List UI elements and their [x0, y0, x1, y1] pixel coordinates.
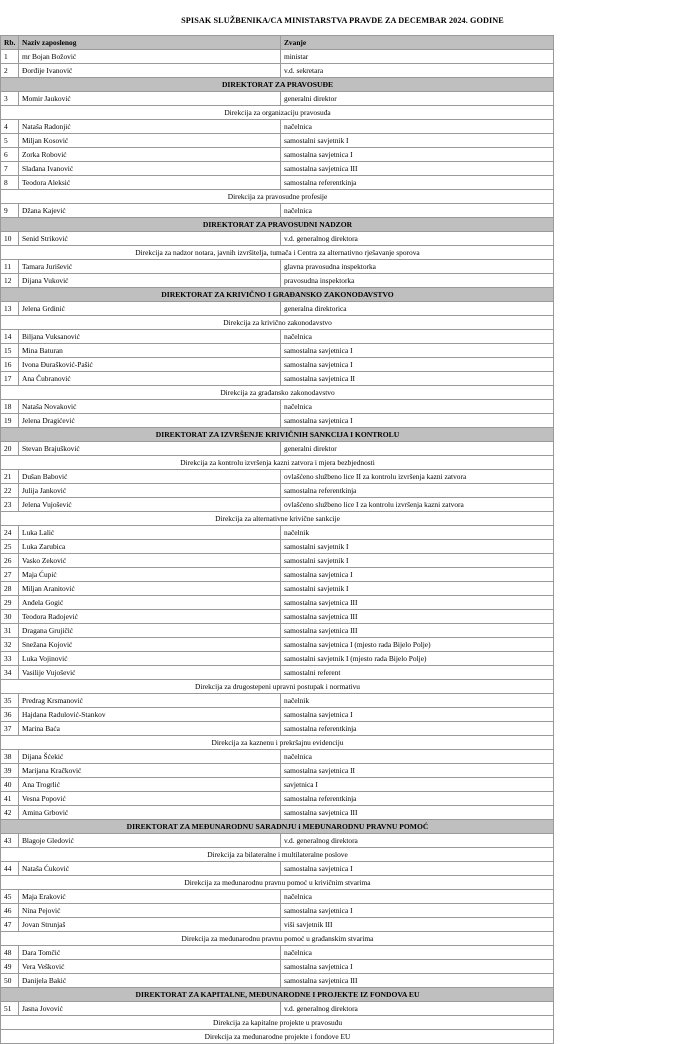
employee-title: samostalna referentkinja	[281, 722, 554, 736]
row-number: 36	[1, 708, 19, 722]
row-number: 25	[1, 540, 19, 554]
section-heading: DIREKTORAT ZA PRAVOSUĐE	[1, 78, 554, 92]
employee-title: samostalna referentkinja	[281, 176, 554, 190]
section-heading: DIREKTORAT ZA MEĐUNARODNU SARADNJU i MEĐUNARODNU PRAVNU POMOĆ	[1, 820, 554, 834]
employee-title: samostalna savjetnica I	[281, 344, 554, 358]
employee-title: samostalna savjetnica I (mjesto rada Bijelo Polje)	[281, 638, 554, 652]
row-number: 35	[1, 694, 19, 708]
employee-title: načelnik	[281, 526, 554, 540]
employee-title: generalna direktorica	[281, 302, 554, 316]
row-number: 18	[1, 400, 19, 414]
employee-name: Ivona Đurašković-Pašić	[19, 358, 281, 372]
table-row	[1, 330, 554, 344]
employee-title: v.d. generalnog direktora	[281, 1002, 554, 1016]
employee-name: Miljan Aranitović	[19, 582, 281, 596]
employee-name: Maja Eraković	[19, 890, 281, 904]
employee-name: Luka Vojinović	[19, 652, 281, 666]
table-row	[1, 596, 554, 610]
section-heading: DIREKTORAT ZA KRIVIČNO I GRAĐANSKO ZAKONODAVSTVO	[1, 288, 554, 302]
row-number: 5	[1, 134, 19, 148]
table-row	[1, 764, 554, 778]
employee-title: samostalna savjetnica II	[281, 372, 554, 386]
employee-title: generalni direktor	[281, 442, 554, 456]
row-number: 41	[1, 792, 19, 806]
subsection-heading: Direkcija za nadzor notara, javnih izvršitelja, tumača i Centra za alternativno rješavanje sporova	[1, 246, 554, 260]
employee-name: Hajdana Radulović-Stankov	[19, 708, 281, 722]
subsection-heading-row	[1, 512, 554, 526]
employee-name: Đorđije Ivanović	[19, 64, 281, 78]
employee-name: Zorka Robović	[19, 148, 281, 162]
subsection-heading: Direkcija za kaznenu i prekršajnu evidenciju	[1, 736, 554, 750]
row-number: 6	[1, 148, 19, 162]
table-row	[1, 582, 554, 596]
subsection-heading-row	[1, 246, 554, 260]
subsection-heading-row	[1, 932, 554, 946]
row-number: 37	[1, 722, 19, 736]
employee-name: Anđela Gogić	[19, 596, 281, 610]
employee-name: Danijela Bakić	[19, 974, 281, 988]
subsection-heading-row	[1, 106, 554, 120]
table-row	[1, 176, 554, 190]
employee-title: samostalna referentkinja	[281, 484, 554, 498]
table-row	[1, 414, 554, 428]
column-header-name: Naziv zaposlenog	[19, 36, 281, 50]
row-number: 31	[1, 624, 19, 638]
table-row	[1, 666, 554, 680]
section-heading: DIREKTORAT ZA PRAVOSUDNI NADZOR	[1, 218, 554, 232]
row-number: 4	[1, 120, 19, 134]
subsection-heading-row	[1, 680, 554, 694]
table-row	[1, 1002, 554, 1016]
employee-title: načelnica	[281, 890, 554, 904]
table-row	[1, 50, 554, 64]
column-header-rb: Rb.	[1, 36, 19, 50]
table-row	[1, 372, 554, 386]
row-number: 17	[1, 372, 19, 386]
employee-name: Nataša Novaković	[19, 400, 281, 414]
table-row	[1, 694, 554, 708]
employee-name: Marijana Kračković	[19, 764, 281, 778]
row-number: 21	[1, 470, 19, 484]
table-row	[1, 344, 554, 358]
subsection-heading-row	[1, 316, 554, 330]
employee-name: Džana Kajević	[19, 204, 281, 218]
row-number: 1	[1, 50, 19, 64]
table-row	[1, 960, 554, 974]
employee-title: samostalni referent	[281, 666, 554, 680]
employee-name: Julija Janković	[19, 484, 281, 498]
subsection-heading-row	[1, 1030, 554, 1044]
employee-name: Luka Lalić	[19, 526, 281, 540]
table-row	[1, 792, 554, 806]
section-heading: DIREKTORAT ZA KAPITALNE, MEĐUNARODNE I PROJEKTE IZ FONDOVA EU	[1, 988, 554, 1002]
employee-title: ministar	[281, 50, 554, 64]
employee-title: glavna pravosudna inspektorka	[281, 260, 554, 274]
employee-name: Amina Grbović	[19, 806, 281, 820]
section-heading-row	[1, 820, 554, 834]
employee-name: Nataša Radonjić	[19, 120, 281, 134]
employee-title: načelnica	[281, 400, 554, 414]
row-number: 46	[1, 904, 19, 918]
table-row	[1, 806, 554, 820]
page-title: SPISAK SLUŽBENIKA/CA MINISTARSTVA PRAVDE ZA DECEMBAR 2024. GODINE	[181, 16, 504, 25]
subsection-heading-row	[1, 456, 554, 470]
row-number: 29	[1, 596, 19, 610]
row-number: 27	[1, 568, 19, 582]
row-number: 20	[1, 442, 19, 456]
row-number: 7	[1, 162, 19, 176]
employee-title: načelnica	[281, 120, 554, 134]
employee-title: samostalna savjetnica III	[281, 974, 554, 988]
row-number: 38	[1, 750, 19, 764]
table-row	[1, 540, 554, 554]
employee-name: Slađana Ivanović	[19, 162, 281, 176]
row-number: 44	[1, 862, 19, 876]
subsection-heading-row	[1, 848, 554, 862]
row-number: 28	[1, 582, 19, 596]
employee-title: načelnica	[281, 330, 554, 344]
subsection-heading: Direkcija za međunarodnu pravnu pomoć u građanskim stvarima	[1, 932, 554, 946]
row-number: 33	[1, 652, 19, 666]
employee-name: Predrag Krsmanović	[19, 694, 281, 708]
subsection-heading: Direkcija za drugostepeni upravni postupak i normativu	[1, 680, 554, 694]
subsection-heading-row	[1, 1016, 554, 1030]
table-row	[1, 904, 554, 918]
employee-title: samostalna savjetnica I	[281, 414, 554, 428]
row-number: 8	[1, 176, 19, 190]
table-row	[1, 274, 554, 288]
row-number: 47	[1, 918, 19, 932]
employee-title: samostalna savjetnica III	[281, 806, 554, 820]
subsection-heading: Direkcija za međunarodnu pravnu pomoć u krivičnim stvarima	[1, 876, 554, 890]
employee-title: samostalna savjetnica III	[281, 624, 554, 638]
table-row	[1, 918, 554, 932]
employee-name: Jelena Vujošević	[19, 498, 281, 512]
table-row	[1, 554, 554, 568]
employee-title: samostalna referentkinja	[281, 792, 554, 806]
row-number: 9	[1, 204, 19, 218]
table-row	[1, 120, 554, 134]
row-number: 2	[1, 64, 19, 78]
employee-title: načelnica	[281, 204, 554, 218]
row-number: 30	[1, 610, 19, 624]
table-row	[1, 498, 554, 512]
employee-title: samostalna savjetnica I	[281, 708, 554, 722]
employee-name: Teodora Radojević	[19, 610, 281, 624]
employee-title: samostalna savjetnica III	[281, 596, 554, 610]
subsection-heading: Direkcija za bilateralne i multilateralne poslove	[1, 848, 554, 862]
employee-title: samostalna savjetnica I	[281, 904, 554, 918]
subsection-heading: Direkcija za krivično zakonodavstvo	[1, 316, 554, 330]
employee-name: Dijana Vuković	[19, 274, 281, 288]
table-row	[1, 148, 554, 162]
table-row	[1, 834, 554, 848]
employee-title: samostalna savjetnica III	[281, 610, 554, 624]
employee-name: Mina Baturan	[19, 344, 281, 358]
table-row	[1, 64, 554, 78]
row-number: 22	[1, 484, 19, 498]
table-row	[1, 162, 554, 176]
employee-list-table	[0, 35, 554, 1044]
section-heading-row	[1, 428, 554, 442]
employee-title: načelnica	[281, 750, 554, 764]
employee-name: Ana Čubranović	[19, 372, 281, 386]
row-number: 15	[1, 344, 19, 358]
section-heading-row	[1, 78, 554, 92]
row-number: 48	[1, 946, 19, 960]
employee-title: samostalni savjetnik I (mjesto rada Bijelo Polje)	[281, 652, 554, 666]
employee-title: generalni direktor	[281, 92, 554, 106]
row-number: 12	[1, 274, 19, 288]
row-number: 19	[1, 414, 19, 428]
table-row	[1, 400, 554, 414]
row-number: 39	[1, 764, 19, 778]
employee-title: samostalna savjetnica I	[281, 568, 554, 582]
table-header-row	[1, 36, 554, 50]
employee-name: Vasilije Vujošević	[19, 666, 281, 680]
table-row	[1, 204, 554, 218]
employee-title: samostalna savjetnica I	[281, 960, 554, 974]
table-row	[1, 568, 554, 582]
row-number: 40	[1, 778, 19, 792]
employee-name: Senid Striković	[19, 232, 281, 246]
table-row	[1, 974, 554, 988]
table-body	[1, 36, 554, 1044]
row-number: 11	[1, 260, 19, 274]
employee-name: Dara Tomčić	[19, 946, 281, 960]
row-number: 42	[1, 806, 19, 820]
employee-name: Vesna Popović	[19, 792, 281, 806]
employee-title: ovlašćeno službeno lice II za kontrolu izvršenja kazni zatvora	[281, 470, 554, 484]
employee-title: samostalna savjetnica III	[281, 162, 554, 176]
employee-title: samostalna savjetnica I	[281, 358, 554, 372]
row-number: 34	[1, 666, 19, 680]
employee-name: Stevan Brajušković	[19, 442, 281, 456]
table-row	[1, 610, 554, 624]
table-row	[1, 92, 554, 106]
employee-name: Momir Jauković	[19, 92, 281, 106]
employee-name: Jelena Dragićević	[19, 414, 281, 428]
employee-name: Teodora Aleksić	[19, 176, 281, 190]
employee-name: Snežana Kojović	[19, 638, 281, 652]
employee-name: Maja Ćupić	[19, 568, 281, 582]
employee-title: savjetnica I	[281, 778, 554, 792]
employee-name: mr Bojan Božović	[19, 50, 281, 64]
table-row	[1, 862, 554, 876]
employee-name: Jovan Strunjaš	[19, 918, 281, 932]
employee-name: Tamara Jurišević	[19, 260, 281, 274]
row-number: 49	[1, 960, 19, 974]
subsection-heading: Direkcija za pravosudne profesije	[1, 190, 554, 204]
employee-title: v.d. generalnog direktora	[281, 834, 554, 848]
table-row	[1, 470, 554, 484]
subsection-heading-row	[1, 386, 554, 400]
subsection-heading: Direkcija za kontrolu izvršenja kazni zatvora i mjera bezbjednosti	[1, 456, 554, 470]
subsection-heading: Direkcija za alternativne krivične sankcije	[1, 512, 554, 526]
subsection-heading: Direkcija za građansko zakonodavstvo	[1, 386, 554, 400]
table-row	[1, 778, 554, 792]
subsection-heading: Direkcija za kapitalne projekte u pravosuđu	[1, 1016, 554, 1030]
employee-name: Nataša Ćuković	[19, 862, 281, 876]
table-row	[1, 302, 554, 316]
table-row	[1, 260, 554, 274]
row-number: 13	[1, 302, 19, 316]
employee-name: Blagoje Gledović	[19, 834, 281, 848]
employee-title: samostalni savjetnik I	[281, 582, 554, 596]
employee-name: Dragana Grujičić	[19, 624, 281, 638]
row-number: 14	[1, 330, 19, 344]
employee-title: samostalna savjetnica I	[281, 862, 554, 876]
employee-title: načelnica	[281, 946, 554, 960]
employee-name: Miljan Kosović	[19, 134, 281, 148]
table-row	[1, 484, 554, 498]
table-row	[1, 638, 554, 652]
employee-title: ovlašćeno službeno lice I za kontrolu izvršenja kazni zatvora	[281, 498, 554, 512]
section-heading-row	[1, 988, 554, 1002]
table-row	[1, 750, 554, 764]
employee-title: v.d. sekretara	[281, 64, 554, 78]
table-row	[1, 946, 554, 960]
employee-title: samostalna savjetnica I	[281, 148, 554, 162]
subsection-heading-row	[1, 876, 554, 890]
table-row	[1, 358, 554, 372]
row-number: 51	[1, 1002, 19, 1016]
employee-title: samostalni savjetnik I	[281, 554, 554, 568]
table-row	[1, 624, 554, 638]
employee-name: Ana Trogrlić	[19, 778, 281, 792]
row-number: 3	[1, 92, 19, 106]
row-number: 16	[1, 358, 19, 372]
employee-title: samostalni savjetnik I	[281, 540, 554, 554]
employee-name: Vasko Zeković	[19, 554, 281, 568]
employee-name: Jelena Grdinić	[19, 302, 281, 316]
row-number: 45	[1, 890, 19, 904]
table-row	[1, 134, 554, 148]
employee-name: Marina Baća	[19, 722, 281, 736]
employee-title: samostalna savjetnica II	[281, 764, 554, 778]
employee-name: Luka Zarubica	[19, 540, 281, 554]
section-heading-row	[1, 218, 554, 232]
row-number: 26	[1, 554, 19, 568]
row-number: 10	[1, 232, 19, 246]
employee-name: Biljana Vuksanović	[19, 330, 281, 344]
section-heading: DIREKTORAT ZA IZVRŠENJE KRIVIČNIH SANKCIJA I KONTROLU	[1, 428, 554, 442]
table-row	[1, 722, 554, 736]
row-number: 50	[1, 974, 19, 988]
employee-name: Dijana Šćekić	[19, 750, 281, 764]
employee-title: viši savjetnik III	[281, 918, 554, 932]
employee-name: Dušan Babović	[19, 470, 281, 484]
employee-title: načelnik	[281, 694, 554, 708]
table-row	[1, 890, 554, 904]
subsection-heading: Direkcija za organizaciju pravosuđa	[1, 106, 554, 120]
table-row	[1, 708, 554, 722]
employee-name: Nina Pejović	[19, 904, 281, 918]
employee-title: samostalni savjetnik I	[281, 134, 554, 148]
subsection-heading-row	[1, 736, 554, 750]
row-number: 23	[1, 498, 19, 512]
employee-name: Vera Vešković	[19, 960, 281, 974]
subsection-heading: Direkcija za međunarodne projekte i fondove EU	[1, 1030, 554, 1044]
employee-title: pravosudna inspektorka	[281, 274, 554, 288]
subsection-heading-row	[1, 190, 554, 204]
row-number: 32	[1, 638, 19, 652]
employee-title: v.d. generalnog direktora	[281, 232, 554, 246]
employee-name: Jasna Jovović	[19, 1002, 281, 1016]
row-number: 24	[1, 526, 19, 540]
column-header-title: Zvanje	[281, 36, 554, 50]
table-row	[1, 442, 554, 456]
table-row	[1, 652, 554, 666]
table-row	[1, 526, 554, 540]
table-row	[1, 232, 554, 246]
row-number: 43	[1, 834, 19, 848]
section-heading-row	[1, 288, 554, 302]
